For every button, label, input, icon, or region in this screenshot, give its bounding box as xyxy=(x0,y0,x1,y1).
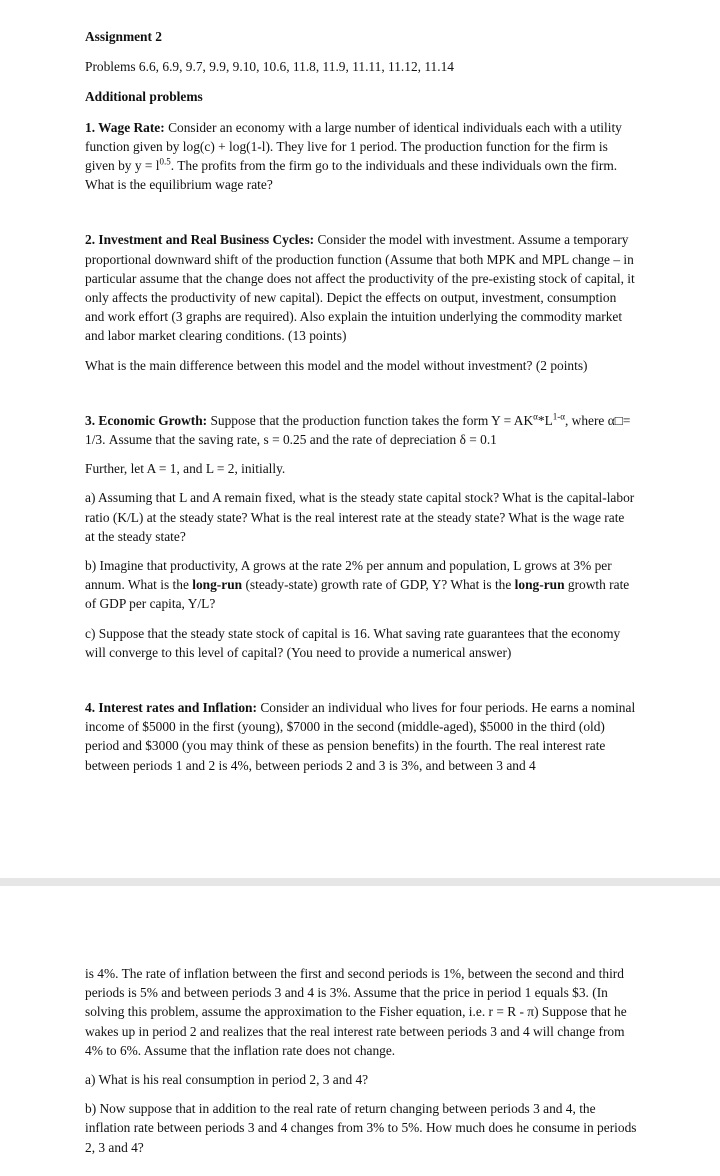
question-3-part-b xyxy=(85,556,637,614)
assignment-title: Assignment 2 xyxy=(85,29,163,44)
question-3-part-c: c) Suppose that the steady state stock of capital is 16. What saving rate guarantees that the economy will converge to this level of capital? (You need to provide a numerical answer) xyxy=(85,625,621,660)
question-4-heading: 4. Interest rates and Inflation: xyxy=(85,700,257,716)
document-page-2 xyxy=(0,886,720,1176)
page-1-content xyxy=(85,27,637,775)
question-2 xyxy=(85,230,637,345)
question-1-text-b: . The profits from the firm go to the individuals and these individuals own the firm. What is the equilibrium wage rate? xyxy=(85,158,618,193)
question-1 xyxy=(85,118,637,195)
question-4-text: Consider an individual who lives for four periods. He earns a nominal income of $5000 in the first (young), $7000 in the second (middle-aged), $5000 in the third (old) period and $3000 (you may think of these as pension benefits) in the fourth. The real interest rate between periods 1 and 2 is 4%, between periods 2 and 3 is 3%, and between 3 and 4 xyxy=(85,700,636,773)
question-2-heading: 2. Investment and Real Business Cycles: xyxy=(85,232,315,248)
question-1-heading: 1. Wage Rate: xyxy=(85,119,165,135)
question-4 xyxy=(85,698,637,775)
question-3-part-a: a) Assuming that L and A remain fixed, what is the steady state capital stock? What is the capital-labor ratio (K/L) at the steady state? What is the real interest rate at the steady state? What is the wage rate at the steady state? xyxy=(85,490,635,544)
question-4-continued: is 4%. The rate of inflation between the first and second periods is 1%, between the second and third periods is 5% and between periods 3 and 4 is 3%. Assume that the price in period 1 equals $3. (In solving this problem, assume the approximation to the Fisher equation, i.e. r = R - π) Suppose that he wakes up in period 2 and realizes that the real interest rate between periods 3 and 4 will change from 4% to 6%. Assume that the inflation rate does not change. xyxy=(85,966,627,1058)
question-3-text-c: , where α□= 1/3. Assume that the saving rate, s = 0.25 and the rate of depreciation δ = 0.1 xyxy=(85,412,631,448)
question-3-text-a: Suppose that the production function takes the form Y = AK xyxy=(207,412,534,428)
question-3-part-b-text-3: growth rate of GDP per capita, Y/L? xyxy=(85,577,630,612)
question-3-exponent-2: 1-α xyxy=(552,411,565,422)
question-3-part-b-text-2: (steady-state) growth rate of GDP, Y? What is the xyxy=(242,577,515,593)
question-4-part-a: a) What is his real consumption in period 2, 3 and 4? xyxy=(85,1072,369,1088)
question-3-part-b-bold-2: long-run xyxy=(514,577,565,593)
question-3-further: Further, let A = 1, and L = 2, initially. xyxy=(85,461,286,477)
question-3-part-b-bold-1: long-run xyxy=(192,577,243,593)
question-3-heading: 3. Economic Growth: xyxy=(85,412,208,428)
question-3-part-b-text-1: b) Imagine that productivity, A grows at the rate 2% per annum and population, L grows at 3% per annum. What is the xyxy=(85,558,612,593)
question-3-exponent-1: α xyxy=(533,411,538,422)
question-1-text-a: Consider an economy with a large number of identical individuals each with a utility function given by log(c) + log(1-l). They live for 1 period. The production function for the firm is given by y = l xyxy=(85,119,622,174)
question-3 xyxy=(85,411,637,449)
question-1-exponent: 0.5 xyxy=(159,156,171,167)
page-2-content xyxy=(85,964,637,1157)
problems-list: Problems 6.6, 6.9, 9.7, 9.9, 9.10, 10.6, 11.8, 11.9, 11.11, 11.12, 11.14 xyxy=(85,59,454,75)
question-3-text-b: *L xyxy=(537,412,553,428)
page-separator xyxy=(0,878,720,886)
question-2-followup: What is the main difference between this model and the model without investment? (2 points) xyxy=(85,357,588,373)
question-4-part-b: b) Now suppose that in addition to the real rate of return changing between periods 3 and 4, the inflation rate between periods 3 and 4 changes from 3% to 5%. How much does he consume in periods 2, 3 and 4? xyxy=(85,1101,637,1155)
additional-problems-heading: Additional problems xyxy=(85,89,203,105)
question-2-text: Consider the model with investment. Assume a temporary proportional downward shift of the production function (Assume that both MPK and MPL change – in particular assume that the change does not affect the productivity of the pre-existing stock of capital, it only affects the productivity of new capital). Depict the effects on output, investment, consumption and work effort (3 graphs are required). Also explain the intuition underlying the commodity market and labor market clearing conditions. (13 points) xyxy=(85,232,635,344)
